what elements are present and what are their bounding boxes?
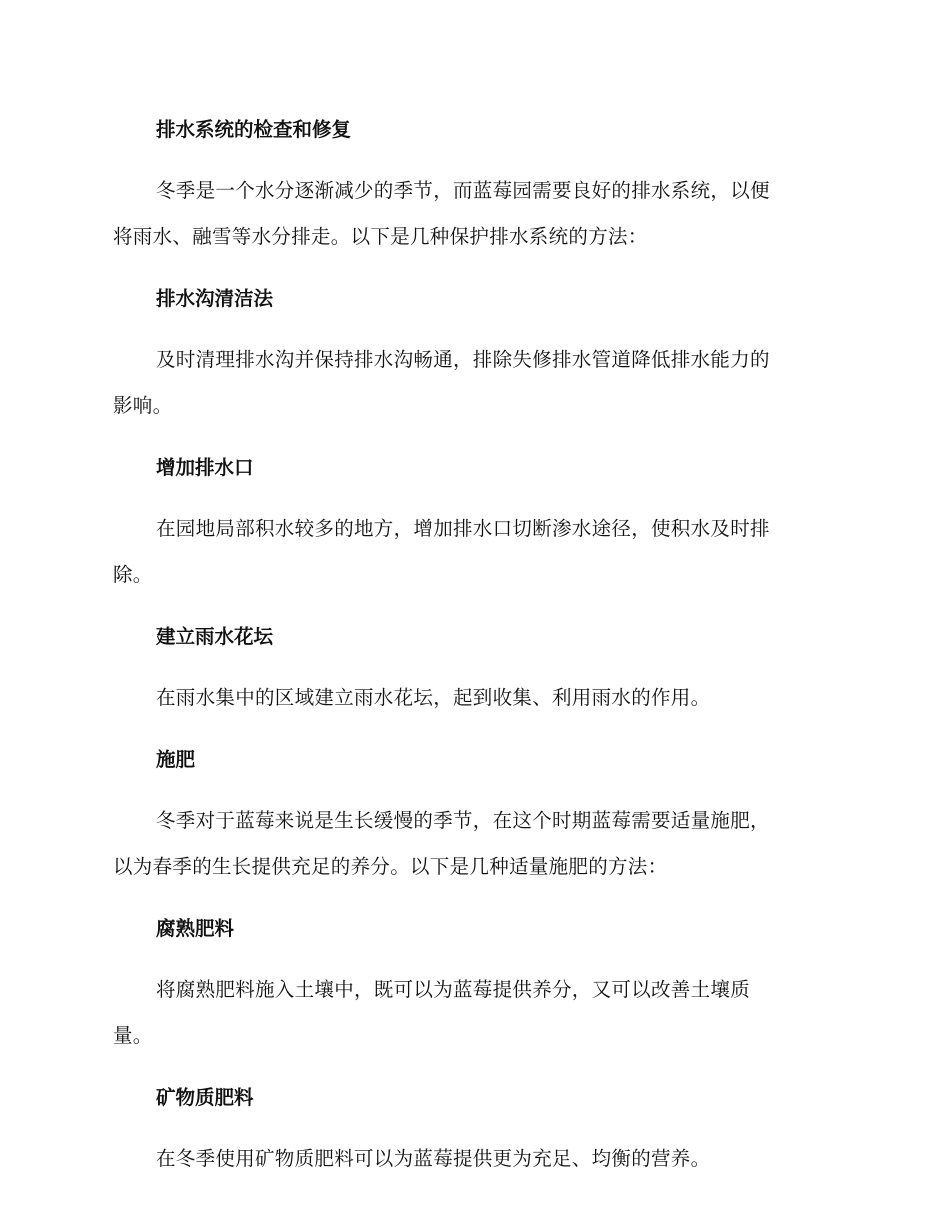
section-heading: 建立雨水花坛: [156, 625, 274, 648]
paragraph-line: 除。: [113, 563, 153, 586]
paragraph-line: 将雨水、融雪等水分排走。以下是几种保护排水系统的方法：: [113, 225, 648, 248]
paragraph-line: 冬季是一个水分逐渐减少的季节，而蓝莓园需要良好的排水系统，以便: [156, 179, 770, 202]
paragraph: [113, 337, 833, 429]
section-heading: 施肥: [156, 748, 196, 771]
section-ditch-cleaning: [113, 282, 833, 451]
section-add-outlets: [113, 451, 833, 620]
section-heading: 增加排水口: [156, 456, 254, 479]
section-compost-fertilizer: [113, 912, 833, 1081]
document-page: [113, 113, 833, 1182]
section-mineral-fertilizer: [113, 1081, 833, 1182]
section-heading: 排水系统的检查和修复: [156, 118, 352, 141]
paragraph-line: 在冬季使用矿物质肥料可以为蓝莓提供更为充足、均衡的营养。: [156, 1147, 711, 1170]
paragraph-line: 在雨水集中的区域建立雨水花坛，起到收集、利用雨水的作用。: [156, 686, 711, 709]
section-drainage-check: [113, 113, 833, 282]
section-heading: 腐熟肥料: [156, 917, 235, 940]
paragraph-line: 将腐熟肥料施入土壤中，既可以为蓝莓提供养分，又可以改善土壤质: [156, 978, 751, 1001]
paragraph-line: 冬季对于蓝莓来说是生长缓慢的季节，在这个时期蓝莓需要适量施肥，: [156, 809, 770, 832]
paragraph-line: 量。: [113, 1024, 153, 1047]
paragraph: [113, 798, 833, 890]
paragraph: [113, 168, 833, 260]
paragraph: [113, 506, 833, 598]
paragraph-line: 影响。: [113, 394, 173, 417]
section-heading: 排水沟清洁法: [156, 287, 274, 310]
section-fertilizing: [113, 743, 833, 912]
paragraph: [113, 967, 833, 1059]
paragraph: [113, 675, 833, 721]
paragraph-line: 在园地局部积水较多的地方，增加排水口切断渗水途径，使积水及时排: [156, 517, 770, 540]
paragraph: [113, 1136, 833, 1182]
section-rain-garden: [113, 620, 833, 743]
section-heading: 矿物质肥料: [156, 1086, 254, 1109]
paragraph-line: 以为春季的生长提供充足的养分。以下是几种适量施肥的方法：: [113, 855, 668, 878]
paragraph-line: 及时清理排水沟并保持排水沟畅通，排除失修排水管道降低排水能力的: [156, 348, 770, 371]
